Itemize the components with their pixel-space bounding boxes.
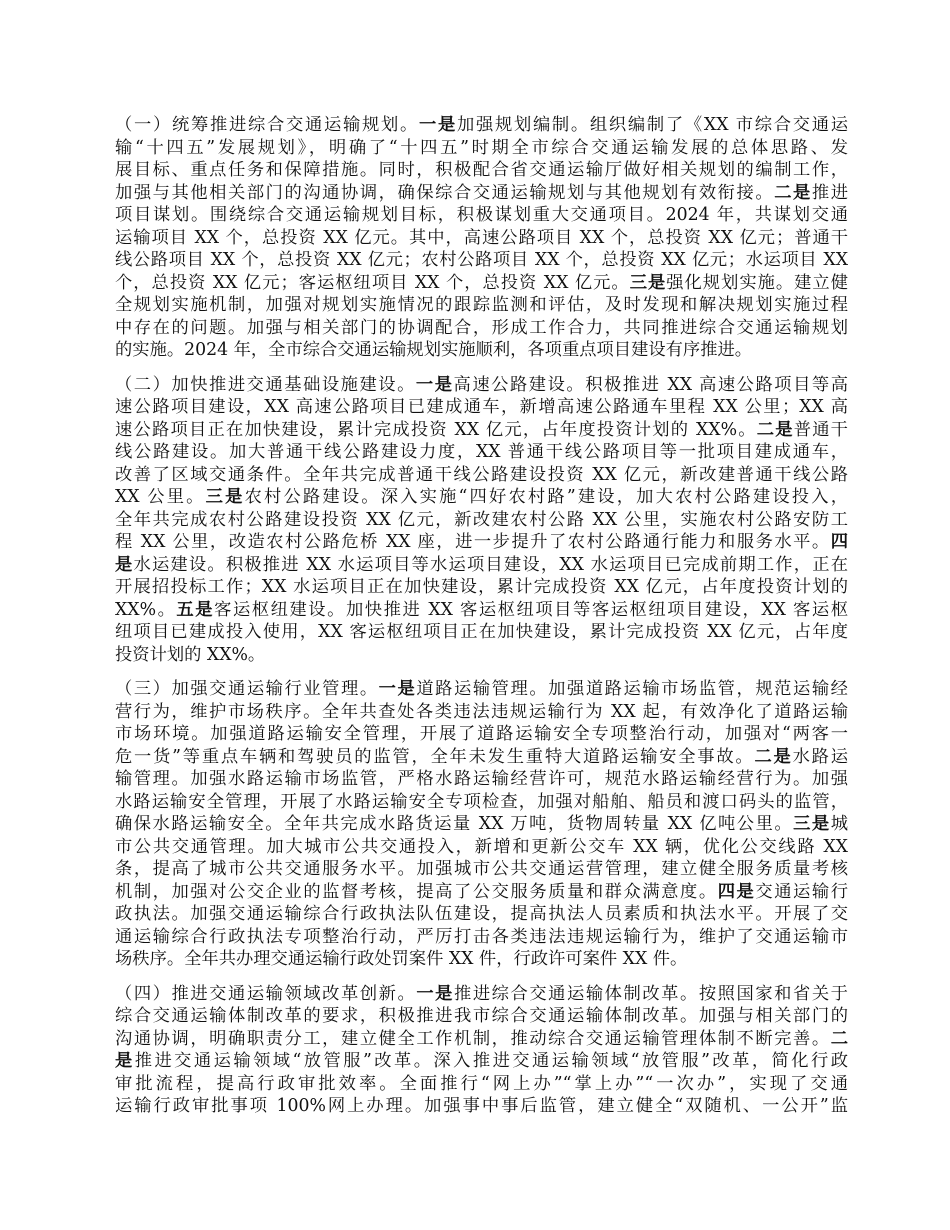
text-line bbox=[115, 599, 848, 622]
text-line bbox=[115, 339, 848, 362]
text-run: 审批流程，提高行政审批效率。全面推行“网上办”“掌上办”“一次办”，实现了交通 bbox=[115, 1073, 848, 1094]
text-line bbox=[115, 182, 848, 205]
text-line bbox=[115, 621, 848, 644]
text-run: 展目标、重点任务和保障措施。同时，积极配合省交通运输厅做好相关规划的编制工作， bbox=[115, 160, 848, 180]
text-line bbox=[115, 926, 848, 949]
text-line bbox=[115, 723, 848, 746]
text-line bbox=[115, 272, 848, 295]
text-run: 道路运输管理。加强道路运输市场监管，规范运输经 bbox=[416, 679, 848, 699]
text-run: 运输行政审批事项 100%网上办理。加强事中事后监管，建立健全“双随机、一公开”监 bbox=[115, 1096, 848, 1116]
text-line bbox=[115, 1073, 848, 1096]
text-line bbox=[115, 678, 848, 701]
text-run: 加强与其他相关部门的沟通协调，确保综合交通运输规划与其他规划有效衔接。 bbox=[115, 182, 775, 203]
text-run: 改善了区域交通条件。全年共完成普通干线公路建设投资 XX 亿元，新改建普通干线公路 bbox=[115, 464, 848, 485]
text-line bbox=[115, 813, 848, 836]
document-body bbox=[115, 114, 848, 1130]
text-run: 运输项目 XX 个，总投资 XX 亿元。其中，高速公路项目 XX 个，总投资 XX 亿元；普通干 bbox=[115, 227, 848, 248]
paragraph bbox=[115, 983, 848, 1118]
text-line bbox=[115, 227, 848, 250]
bold-ordinal-label: 四 bbox=[830, 532, 848, 552]
text-run: 城 bbox=[830, 814, 848, 834]
text-line bbox=[115, 881, 848, 904]
bold-ordinal-label: 一是 bbox=[418, 115, 457, 135]
text-line bbox=[115, 576, 848, 599]
text-run: 输“十四五”发展规划》，明确了“十四五”时期全市综合交通运输发展的总体思路、发 bbox=[115, 137, 848, 158]
text-run: 开展招投标工作；XX 水运项目正在加快建设，累计完成投资 XX 亿元，占年度投资计划的 bbox=[115, 577, 848, 597]
text-line bbox=[115, 419, 848, 442]
text-run: 全年共完成农村公路建设投资 XX 亿元，新改建农村公路 XX 公里，实施农村公路安防工 bbox=[115, 509, 848, 530]
text-run: 水路运输安全管理，开展了水路运输安全专项检查，加强对船舶、船员和渡口码头的监管， bbox=[115, 791, 848, 812]
text-line bbox=[115, 441, 848, 464]
text-run: 线公路项目 XX 个，总投资 XX 亿元；农村公路项目 XX 个，总投资 XX 亿元；水运项目 XX bbox=[115, 250, 848, 270]
text-run: 的实施。2024 年，全市综合交通运输规划实施顺利，各项重点项目建设有序推进。 bbox=[115, 340, 753, 360]
text-run: 程 XX 公里，改造农村公路危桥 XX 座，进一步提升了农村公路通行能力和服务水平。 bbox=[115, 532, 831, 552]
bold-ordinal-label: 一是 bbox=[416, 983, 455, 1004]
text-run: （三）加强交通运输行业管理。 bbox=[115, 679, 379, 699]
text-line bbox=[115, 768, 848, 791]
text-line bbox=[115, 114, 848, 137]
text-line bbox=[115, 1028, 848, 1051]
text-line bbox=[115, 903, 848, 926]
text-line bbox=[115, 486, 848, 509]
text-run: 输管理。加强水路运输市场监管，严格水路运输经营许可，规范水路运输经营行为。加强 bbox=[115, 769, 848, 789]
bold-ordinal-label: 是 bbox=[115, 1051, 135, 1071]
text-line bbox=[115, 983, 848, 1006]
text-line bbox=[115, 791, 848, 814]
text-run: 推进 bbox=[811, 182, 848, 203]
text-line bbox=[115, 464, 848, 487]
text-run: 速公路项目建设，XX 高速公路项目已建成通车，新增高速公路通车里程 XX 公里；XX 高 bbox=[115, 397, 848, 417]
text-run: 机制，加强对公交企业的监督考核，提高了公交服务质量和群众满意度。 bbox=[115, 881, 718, 902]
bold-ordinal-label: 三是 bbox=[205, 487, 245, 507]
text-run: 中存在的问题。加强与相关部门的协调配合，形成工作合力，共同推进综合交通运输规划 bbox=[115, 317, 848, 338]
text-run: 线公路建设。加大普通干线公路建设力度，XX 普通干线公路项目等一批项目建成通车， bbox=[115, 442, 848, 462]
text-run: 农村公路建设。深入实施“四好农村路”建设，加大农村公路建设投入， bbox=[244, 487, 848, 507]
text-line bbox=[115, 159, 848, 182]
bold-ordinal-label: 二是 bbox=[756, 419, 794, 440]
bold-ordinal-label: 一是 bbox=[378, 679, 417, 699]
text-run: （二）加快推进交通基础设施建设。 bbox=[115, 374, 416, 395]
bold-ordinal-label: 五是 bbox=[176, 599, 215, 620]
bold-ordinal-label: 二 bbox=[830, 1028, 848, 1049]
text-run: 普通干 bbox=[793, 419, 848, 440]
text-run: 交通运输行 bbox=[755, 881, 848, 902]
text-line bbox=[115, 294, 848, 317]
text-run: 条，提高了城市公共交通服务水平。加强城市公共交通运营管理，建立健全服务质量考核 bbox=[115, 859, 848, 879]
text-run: 项目谋划。围绕综合交通运输规划目标，积极谋划重大交通项目。2024 年，共谋划交通 bbox=[115, 205, 848, 225]
text-run: 全规划实施机制，加强对规划实施情况的跟踪监测和评估，及时发现和解决规划实施过程 bbox=[115, 295, 848, 315]
text-run: 通运输综合行政执法专项整治行动，严厉打击各类违法违规运输行为，维护了交通运输市 bbox=[115, 926, 848, 947]
text-run: （一）统筹推进综合交通运输规划。 bbox=[115, 115, 419, 135]
text-run: 水运建设。积极推进 XX 水运项目等水运项目建设，XX 水运项目已完成前期工作，正在 bbox=[133, 554, 848, 575]
text-run: XX%。 bbox=[115, 599, 177, 620]
text-run: 强化规划实施。建立健 bbox=[666, 272, 848, 293]
text-run: 加强规划编制。组织编制了《XX 市综合交通运 bbox=[456, 115, 848, 135]
text-line bbox=[115, 644, 848, 667]
text-run: 客运枢纽建设。加快推进 XX 客运枢纽项目等客运枢纽项目建设，XX 客运枢 bbox=[214, 599, 848, 620]
paragraph bbox=[115, 678, 848, 971]
text-run: 场秩序。全年共办理交通运输行政处罚案件 XX 件，行政许可案件 XX 件。 bbox=[115, 949, 688, 969]
text-run: 危一货”等重点车辆和驾驶员的监管，全年未发生重特大道路运输安全事故。 bbox=[115, 746, 755, 767]
text-run: （四）推进交通运输领域改革创新。 bbox=[115, 983, 417, 1004]
text-line bbox=[115, 554, 848, 577]
bold-ordinal-label: 四是 bbox=[717, 881, 756, 902]
text-run: 政执法。加强交通运输综合行政执法队伍建设，提高执法人员素质和执法水平。开展了交 bbox=[115, 904, 848, 924]
text-line bbox=[115, 509, 848, 532]
text-line bbox=[115, 374, 848, 397]
text-run: XX 公里。 bbox=[115, 487, 206, 507]
text-run: 营行为，维护市场秩序。全年共查处各类违法违规运输行为 XX 起，有效净化了道路运输 bbox=[115, 701, 848, 722]
text-run: 市场环境。加强道路运输安全管理，开展了道路运输安全专项整治行动，加强对“两客一 bbox=[115, 724, 848, 744]
text-run: 市公共交通管理。加大城市公共交通投入，新增和更新公交车 XX 辆，优化公交线路 XX bbox=[115, 836, 848, 857]
text-line bbox=[115, 137, 848, 160]
text-run: 个，总投资 XX 亿元；客运枢纽项目 XX 个，总投资 XX 亿元。 bbox=[115, 272, 630, 293]
text-run: 推进交通运输领域“放管服”改革。深入推进交通运输领域“放管服”改革，简化行政 bbox=[134, 1051, 848, 1071]
text-line bbox=[115, 531, 848, 554]
text-line bbox=[115, 836, 848, 859]
text-run: 速公路项目正在加快建设，累计完成投资 XX 亿元，占年度投资计划的 XX%。 bbox=[115, 419, 757, 440]
bold-ordinal-label: 三是 bbox=[629, 272, 667, 293]
text-line bbox=[115, 249, 848, 272]
text-run: 高速公路建设。积极推进 XX 高速公路项目等高 bbox=[453, 374, 848, 395]
text-line bbox=[115, 1050, 848, 1073]
text-run: 投资计划的 XX%。 bbox=[115, 644, 266, 665]
text-line bbox=[115, 1005, 848, 1028]
bold-ordinal-label: 三是 bbox=[793, 814, 831, 834]
text-line bbox=[115, 1095, 848, 1118]
text-line bbox=[115, 746, 848, 769]
text-line bbox=[115, 204, 848, 227]
bold-ordinal-label: 二是 bbox=[774, 182, 812, 203]
paragraph bbox=[115, 114, 848, 362]
text-run: 水路运 bbox=[792, 746, 848, 767]
text-line bbox=[115, 701, 848, 724]
text-run: 推进综合交通运输体制改革。按照国家和省关于 bbox=[454, 983, 848, 1004]
text-line bbox=[115, 396, 848, 419]
text-line bbox=[115, 858, 848, 881]
paragraph bbox=[115, 374, 848, 667]
text-run: 确保水路运输安全。全年共完成水路货运量 XX 万吨，货物周转量 XX 亿吨公里。 bbox=[115, 814, 794, 834]
bold-ordinal-label: 二是 bbox=[754, 746, 793, 767]
text-run: 沟通协调，明确职责分工，建立健全工作机制，推动综合交通运输管理体制不断完善。 bbox=[115, 1028, 831, 1049]
text-line bbox=[115, 317, 848, 340]
text-run: 综合交通运输体制改革的要求，积极推进我市综合交通运输体制改革。加强与相关部门的 bbox=[115, 1006, 848, 1026]
text-run: 纽项目已建成投入使用，XX 客运枢纽项目正在加快建设，累计完成投资 XX 亿元，占年度 bbox=[115, 622, 848, 642]
bold-ordinal-label: 一是 bbox=[415, 374, 454, 395]
text-line bbox=[115, 948, 848, 971]
bold-ordinal-label: 是 bbox=[115, 554, 134, 575]
